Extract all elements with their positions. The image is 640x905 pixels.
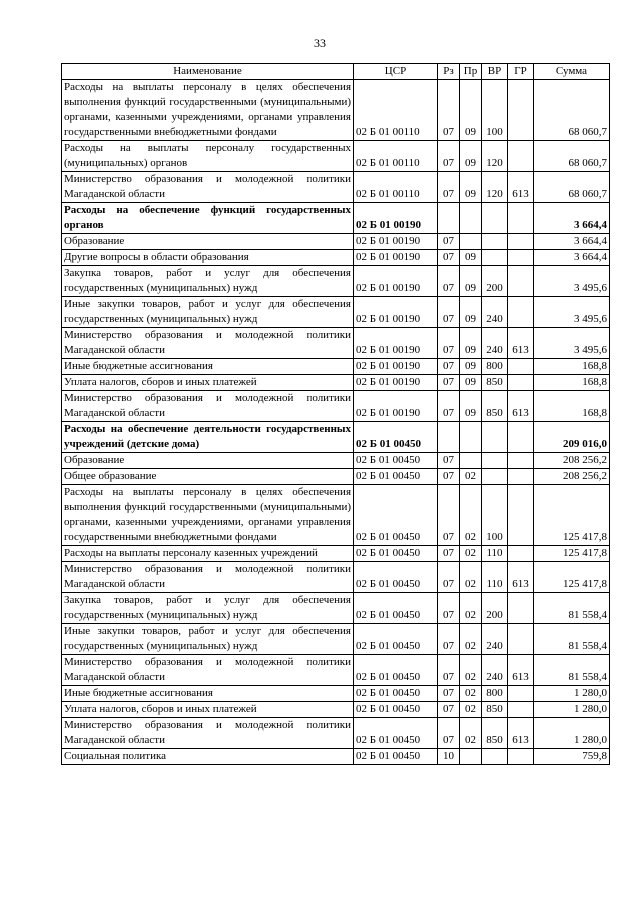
cell-vr: 200: [482, 593, 508, 624]
cell-gr: [508, 266, 534, 297]
table-row: [62, 250, 610, 266]
cell-vr: 240: [482, 328, 508, 359]
cell-rz: 07: [438, 266, 460, 297]
cell-vr: 200: [482, 266, 508, 297]
header-csr: ЦСР: [354, 64, 438, 80]
cell-rz: 07: [438, 328, 460, 359]
cell-vr: 240: [482, 655, 508, 686]
cell-sum: 1 280,0: [534, 718, 610, 749]
cell-pr: 02: [460, 624, 482, 655]
cell-sum: 81 558,4: [534, 655, 610, 686]
cell-gr: 613: [508, 328, 534, 359]
cell-pr: 09: [460, 359, 482, 375]
cell-vr: 240: [482, 624, 508, 655]
page-number: 33: [314, 36, 326, 50]
cell-vr: [482, 234, 508, 250]
cell-vr: [482, 422, 508, 453]
table-row: [62, 391, 610, 422]
cell-rz: 07: [438, 485, 460, 546]
table-row: [62, 655, 610, 686]
cell-name: Иные закупки товаров, работ и услуг для обеспечения государственных (муниципальных) нужд: [62, 624, 354, 655]
table-row: [62, 203, 610, 234]
cell-rz: 07: [438, 469, 460, 485]
table-row: [62, 297, 610, 328]
table-row: [62, 562, 610, 593]
cell-gr: 613: [508, 655, 534, 686]
table-row: [62, 422, 610, 453]
cell-pr: [460, 453, 482, 469]
cell-csr: 02 Б 01 00190: [354, 234, 438, 250]
cell-sum: 81 558,4: [534, 624, 610, 655]
cell-pr: 02: [460, 686, 482, 702]
cell-rz: 07: [438, 453, 460, 469]
cell-name: Расходы на обеспечение функций государственных органов: [62, 203, 354, 234]
table-row: [62, 359, 610, 375]
cell-rz: 07: [438, 686, 460, 702]
cell-name: Расходы на выплаты персоналу казенных учреждений: [62, 546, 354, 562]
cell-vr: 120: [482, 141, 508, 172]
cell-gr: [508, 203, 534, 234]
header-gr: ГР: [508, 64, 534, 80]
cell-csr: 02 Б 01 00450: [354, 453, 438, 469]
cell-vr: [482, 250, 508, 266]
table-row: [62, 702, 610, 718]
cell-vr: 850: [482, 375, 508, 391]
cell-vr: [482, 453, 508, 469]
cell-name: Расходы на выплаты персоналу в целях обеспечения выполнения функций государственными (муниципальными) органами, казенными учреждениями, органами управления государственными внебюджетными фондами: [62, 80, 354, 141]
cell-csr: 02 Б 01 00450: [354, 749, 438, 765]
cell-sum: 81 558,4: [534, 593, 610, 624]
cell-csr: 02 Б 01 00450: [354, 718, 438, 749]
cell-vr: 240: [482, 297, 508, 328]
cell-sum: 125 417,8: [534, 562, 610, 593]
cell-gr: [508, 234, 534, 250]
cell-name: Общее образование: [62, 469, 354, 485]
cell-csr: 02 Б 01 00190: [354, 391, 438, 422]
cell-sum: 68 060,7: [534, 141, 610, 172]
cell-name: Образование: [62, 453, 354, 469]
cell-rz: 07: [438, 702, 460, 718]
cell-sum: 208 256,2: [534, 453, 610, 469]
header-pr: Пр: [460, 64, 482, 80]
cell-vr: [482, 749, 508, 765]
cell-sum: 3 495,6: [534, 266, 610, 297]
cell-rz: 07: [438, 562, 460, 593]
cell-gr: 613: [508, 391, 534, 422]
cell-gr: [508, 453, 534, 469]
table-body: [62, 80, 610, 765]
cell-name: Иные закупки товаров, работ и услуг для обеспечения государственных (муниципальных) нужд: [62, 297, 354, 328]
cell-sum: 759,8: [534, 749, 610, 765]
cell-sum: 125 417,8: [534, 485, 610, 546]
cell-rz: 07: [438, 391, 460, 422]
cell-rz: 07: [438, 718, 460, 749]
cell-gr: [508, 297, 534, 328]
cell-sum: 1 280,0: [534, 686, 610, 702]
table-row: [62, 469, 610, 485]
cell-name: Социальная политика: [62, 749, 354, 765]
table-row: [62, 141, 610, 172]
table-row: [62, 485, 610, 546]
cell-sum: 3 664,4: [534, 234, 610, 250]
cell-rz: 07: [438, 624, 460, 655]
cell-pr: [460, 234, 482, 250]
cell-gr: 613: [508, 718, 534, 749]
cell-csr: 02 Б 01 00450: [354, 546, 438, 562]
cell-vr: 800: [482, 686, 508, 702]
cell-sum: 3 495,6: [534, 297, 610, 328]
cell-sum: 1 280,0: [534, 702, 610, 718]
cell-vr: 850: [482, 702, 508, 718]
cell-gr: [508, 141, 534, 172]
cell-csr: 02 Б 01 00450: [354, 702, 438, 718]
cell-name: Министерство образования и молодежной политики Магаданской области: [62, 655, 354, 686]
table-row: [62, 266, 610, 297]
table-row: [62, 80, 610, 141]
cell-name: Министерство образования и молодежной политики Магаданской области: [62, 562, 354, 593]
cell-csr: 02 Б 01 00190: [354, 203, 438, 234]
cell-name: Министерство образования и молодежной политики Магаданской области: [62, 172, 354, 203]
cell-rz: 07: [438, 80, 460, 141]
cell-pr: 02: [460, 546, 482, 562]
cell-name: Министерство образования и молодежной политики Магаданской области: [62, 328, 354, 359]
header-sum: Сумма: [534, 64, 610, 80]
budget-table: [61, 63, 610, 765]
table-row: [62, 375, 610, 391]
table-row: [62, 749, 610, 765]
cell-gr: 613: [508, 562, 534, 593]
cell-rz: 07: [438, 234, 460, 250]
cell-csr: 02 Б 01 00450: [354, 593, 438, 624]
cell-vr: 800: [482, 359, 508, 375]
cell-rz: 07: [438, 655, 460, 686]
cell-name: Иные бюджетные ассигнования: [62, 686, 354, 702]
table-row: [62, 593, 610, 624]
cell-csr: 02 Б 01 00110: [354, 80, 438, 141]
table-row: [62, 328, 610, 359]
cell-name: Расходы на выплаты персоналу в целях обеспечения выполнения функций государственными (муниципальными) органами, казенными учреждениями, органами управления государственными внебюджетными фондами: [62, 485, 354, 546]
cell-vr: 100: [482, 485, 508, 546]
cell-name: Образование: [62, 234, 354, 250]
cell-gr: [508, 80, 534, 141]
table-row: [62, 234, 610, 250]
cell-rz: 07: [438, 546, 460, 562]
cell-csr: 02 Б 01 00190: [354, 250, 438, 266]
cell-csr: 02 Б 01 00450: [354, 422, 438, 453]
cell-pr: 09: [460, 172, 482, 203]
cell-name: Закупка товаров, работ и услуг для обеспечения государственных (муниципальных) нужд: [62, 266, 354, 297]
cell-rz: [438, 203, 460, 234]
cell-pr: 09: [460, 375, 482, 391]
cell-vr: 110: [482, 546, 508, 562]
cell-csr: 02 Б 01 00450: [354, 562, 438, 593]
cell-vr: 110: [482, 562, 508, 593]
cell-pr: 02: [460, 718, 482, 749]
cell-gr: [508, 422, 534, 453]
cell-sum: 3 664,4: [534, 203, 610, 234]
cell-name: Министерство образования и молодежной политики Магаданской области: [62, 391, 354, 422]
cell-gr: [508, 469, 534, 485]
cell-sum: 168,8: [534, 391, 610, 422]
cell-gr: [508, 546, 534, 562]
cell-pr: 09: [460, 266, 482, 297]
header-name: Наименование: [62, 64, 354, 80]
cell-pr: 02: [460, 593, 482, 624]
cell-gr: [508, 593, 534, 624]
cell-pr: 09: [460, 328, 482, 359]
cell-sum: 68 060,7: [534, 172, 610, 203]
cell-pr: 09: [460, 80, 482, 141]
cell-pr: 02: [460, 655, 482, 686]
cell-name: Иные бюджетные ассигнования: [62, 359, 354, 375]
cell-csr: 02 Б 01 00450: [354, 485, 438, 546]
cell-vr: [482, 203, 508, 234]
cell-sum: 209 016,0: [534, 422, 610, 453]
cell-sum: 3 495,6: [534, 328, 610, 359]
cell-sum: 68 060,7: [534, 80, 610, 141]
cell-sum: 3 664,4: [534, 250, 610, 266]
cell-csr: 02 Б 01 00450: [354, 655, 438, 686]
cell-name: Уплата налогов, сборов и иных платежей: [62, 702, 354, 718]
cell-gr: 613: [508, 172, 534, 203]
cell-vr: 120: [482, 172, 508, 203]
cell-rz: 10: [438, 749, 460, 765]
cell-csr: 02 Б 01 00450: [354, 469, 438, 485]
table-row: [62, 686, 610, 702]
cell-gr: [508, 686, 534, 702]
cell-pr: [460, 422, 482, 453]
cell-sum: 125 417,8: [534, 546, 610, 562]
cell-sum: 208 256,2: [534, 469, 610, 485]
cell-csr: 02 Б 01 00190: [354, 328, 438, 359]
cell-csr: 02 Б 01 00190: [354, 266, 438, 297]
cell-rz: [438, 422, 460, 453]
cell-rz: 07: [438, 375, 460, 391]
cell-vr: [482, 469, 508, 485]
cell-sum: 168,8: [534, 359, 610, 375]
cell-gr: [508, 250, 534, 266]
cell-vr: 850: [482, 718, 508, 749]
cell-pr: [460, 749, 482, 765]
cell-name: Расходы на обеспечение деятельности государственных учреждений (детские дома): [62, 422, 354, 453]
cell-gr: [508, 485, 534, 546]
table-row: [62, 546, 610, 562]
cell-rz: 07: [438, 593, 460, 624]
cell-name: Закупка товаров, работ и услуг для обеспечения государственных (муниципальных) нужд: [62, 593, 354, 624]
cell-csr: 02 Б 01 00190: [354, 297, 438, 328]
cell-pr: 09: [460, 141, 482, 172]
cell-csr: 02 Б 01 00110: [354, 141, 438, 172]
cell-gr: [508, 702, 534, 718]
cell-csr: 02 Б 01 00450: [354, 624, 438, 655]
cell-csr: 02 Б 01 00450: [354, 686, 438, 702]
table-row: [62, 624, 610, 655]
cell-pr: 02: [460, 485, 482, 546]
cell-rz: 07: [438, 250, 460, 266]
cell-rz: 07: [438, 297, 460, 328]
cell-gr: [508, 624, 534, 655]
table-row: [62, 453, 610, 469]
cell-vr: 850: [482, 391, 508, 422]
cell-rz: 07: [438, 172, 460, 203]
cell-gr: [508, 359, 534, 375]
cell-csr: 02 Б 01 00190: [354, 359, 438, 375]
cell-pr: 09: [460, 297, 482, 328]
header-rz: Рз: [438, 64, 460, 80]
cell-name: Расходы на выплаты персоналу государственных (муниципальных) органов: [62, 141, 354, 172]
cell-rz: 07: [438, 359, 460, 375]
cell-pr: 09: [460, 250, 482, 266]
cell-pr: [460, 203, 482, 234]
cell-pr: 09: [460, 391, 482, 422]
cell-pr: 02: [460, 702, 482, 718]
cell-vr: 100: [482, 80, 508, 141]
cell-rz: 07: [438, 141, 460, 172]
header-vr: ВР: [482, 64, 508, 80]
cell-gr: [508, 749, 534, 765]
cell-gr: [508, 375, 534, 391]
table-header-row: [62, 64, 610, 80]
cell-name: Другие вопросы в области образования: [62, 250, 354, 266]
cell-csr: 02 Б 01 00190: [354, 375, 438, 391]
cell-csr: 02 Б 01 00110: [354, 172, 438, 203]
table-row: [62, 718, 610, 749]
table-row: [62, 172, 610, 203]
cell-pr: 02: [460, 562, 482, 593]
cell-pr: 02: [460, 469, 482, 485]
cell-name: Уплата налогов, сборов и иных платежей: [62, 375, 354, 391]
cell-sum: 168,8: [534, 375, 610, 391]
cell-name: Министерство образования и молодежной политики Магаданской области: [62, 718, 354, 749]
